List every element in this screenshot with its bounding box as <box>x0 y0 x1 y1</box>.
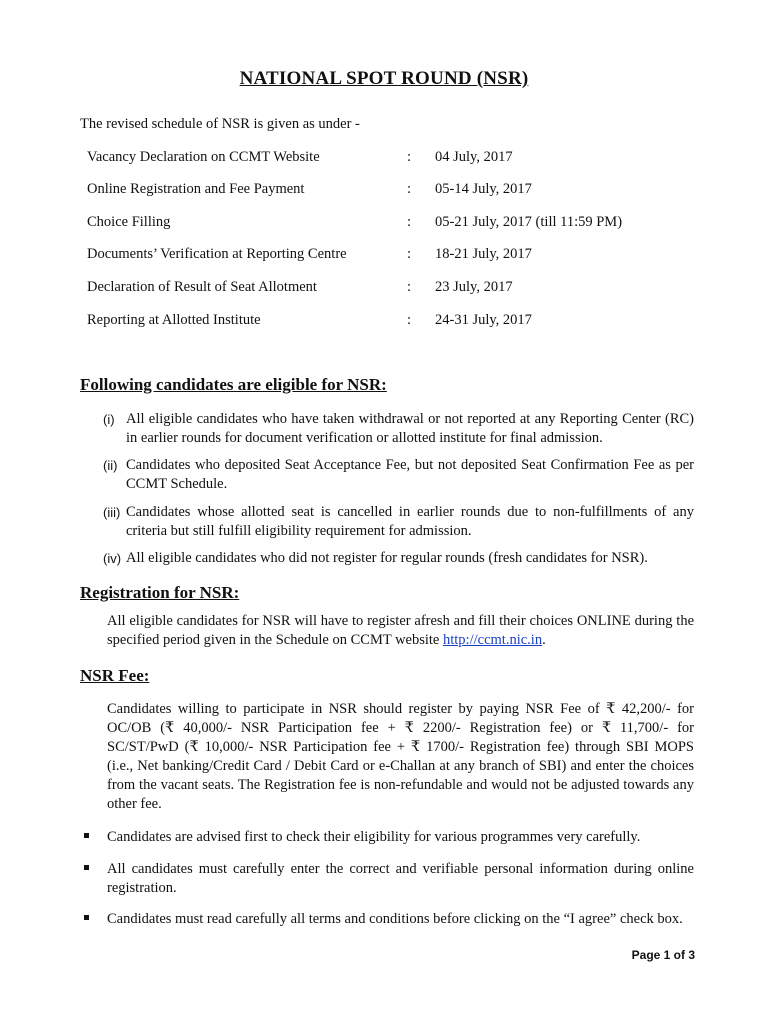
page-title: NATIONAL SPOT ROUND (NSR) <box>239 68 529 89</box>
list-item-number: (iii) <box>103 505 121 520</box>
intro-text: The revised schedule of NSR is given as under - <box>80 116 360 132</box>
schedule-event: Choice Filling <box>87 214 171 230</box>
ccmt-website-link[interactable]: http://ccmt.nic.in <box>443 632 543 648</box>
schedule-separator: : <box>407 246 412 262</box>
schedule-event: Online Registration and Fee Payment <box>87 181 305 197</box>
schedule-row <box>87 246 727 266</box>
list-item-text: Candidates are advised first to check their eligibility for various programmes very carefully. <box>107 829 641 845</box>
list-item-number: (i) <box>103 412 115 427</box>
schedule-event: Documents’ Verification at Reporting Centre <box>87 246 347 262</box>
schedule-row <box>87 279 727 299</box>
list-item-text: All eligible candidates who have taken withdrawal or not reported at any Reporting Center (RC) in earlier rounds for document verification or allotted institute for final admission. <box>126 411 694 446</box>
list-item-text: All candidates must carefully enter the correct and verifiable personal information during online registration. <box>107 861 694 896</box>
schedule-event: Reporting at Allotted Institute <box>87 312 261 328</box>
list-item-text: Candidates must read carefully all terms and conditions before clicking on the “I agree” check box. <box>107 911 683 927</box>
registration-end: . <box>542 632 546 648</box>
list-item-text: Candidates who deposited Seat Acceptance Fee, but not deposited Seat Confirmation Fee as per CCMT Schedule. <box>126 457 694 492</box>
list-item-text: All eligible candidates who did not register for regular rounds (fresh candidates for NSR). <box>126 550 648 566</box>
list-item-number: (ii) <box>103 458 118 473</box>
schedule-separator: : <box>407 279 412 295</box>
schedule-date: 04 July, 2017 <box>435 149 513 165</box>
schedule-event: Vacancy Declaration on CCMT Website <box>87 149 320 165</box>
schedule-separator: : <box>407 312 412 328</box>
schedule-date: 05-14 July, 2017 <box>435 181 532 197</box>
schedule-date: 18-21 July, 2017 <box>435 246 532 262</box>
fee-paragraph: Candidates willing to participate in NSR should register by paying NSR Fee of ₹ 42,200/- for OC/OB (₹ 40,000/- NSR Participation fee + ₹ 2200/- Registration fee) or ₹ 11,700/- for SC/ST/PwD (₹ 10,000/- NSR Participation fee + ₹ 1700/- Registration fee) through SBI MOPS (i.e., Net banking/Credit Card / Debit Card or e-Challan at any branch of SBI) and enter the choices from the vacant seats. The Registration fee is non-refundable and would not be adjusted towards any other fee. <box>107 701 694 812</box>
registration-paragraph <box>107 612 694 650</box>
schedule-separator: : <box>407 181 412 197</box>
schedule-event: Declaration of Result of Seat Allotment <box>87 279 317 295</box>
bullet-icon <box>84 833 89 838</box>
bullet-icon <box>84 865 89 870</box>
eligibility-heading: Following candidates are eligible for NSR: <box>80 375 387 394</box>
schedule-date: 24-31 July, 2017 <box>435 312 532 328</box>
fee-heading: NSR Fee: <box>80 666 150 685</box>
list-item-number: (iv) <box>103 551 122 566</box>
page-number: Page 1 of 3 <box>631 948 695 962</box>
list-item-text: Candidates whose allotted seat is cancelled in earlier rounds due to non-fulfillments of any criteria but still fulfill eligibility requirement for admission. <box>126 504 694 539</box>
schedule-row <box>87 214 727 234</box>
schedule-date: 23 July, 2017 <box>435 279 513 295</box>
registration-text: All eligible candidates for NSR will have to register afresh and fill their choices ONLINE during the specified period given in the Schedule on CCMT website <box>107 613 694 648</box>
schedule-separator: : <box>407 214 412 230</box>
schedule-separator: : <box>407 149 412 165</box>
bullet-icon <box>84 915 89 920</box>
schedule-row <box>87 149 727 169</box>
schedule-row <box>87 312 727 332</box>
registration-heading: Registration for NSR: <box>80 583 240 602</box>
schedule-date: 05-21 July, 2017 (till 11:59 PM) <box>435 214 623 230</box>
schedule-row <box>87 181 727 201</box>
